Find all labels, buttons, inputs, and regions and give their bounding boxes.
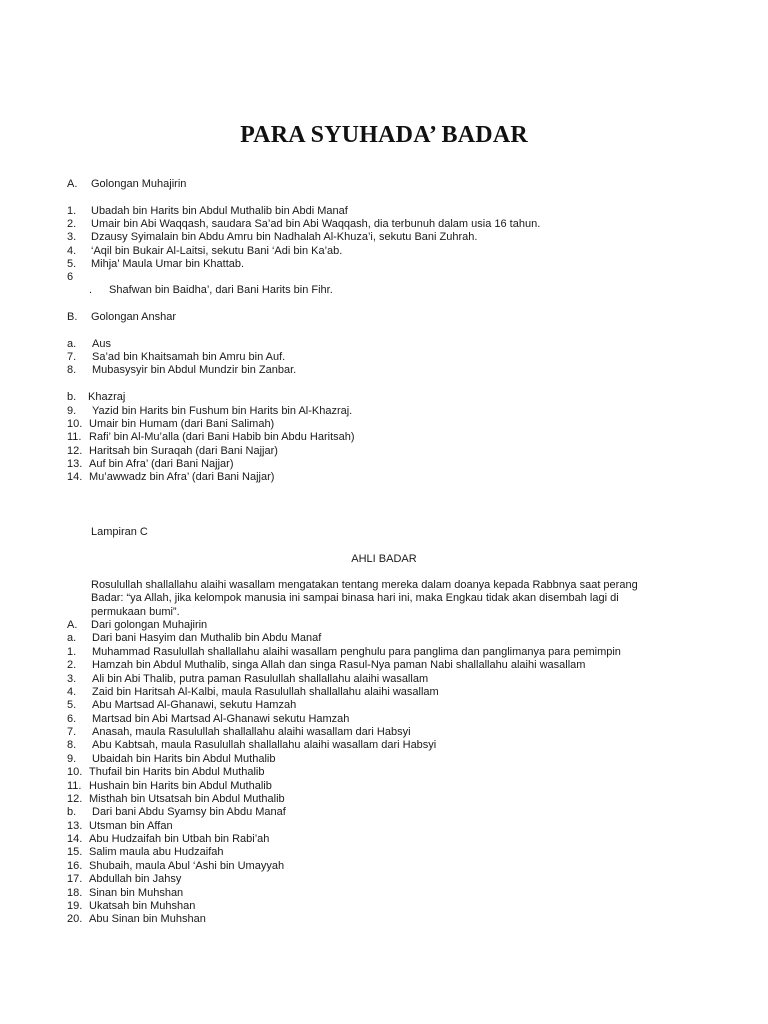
item-text: Umair bin Humam (dari Bani Salimah): [89, 418, 275, 430]
item-number: 13.: [67, 819, 83, 832]
item-text: Dari bani Abdu Syamsy bin Abdu Manaf: [92, 806, 286, 819]
item-number: 11.: [67, 431, 82, 443]
item-number: 20.: [67, 913, 83, 926]
item-text: Sa’ad bin Khaitsamah bin Amru bin Auf.: [92, 351, 286, 363]
item-number: 9.: [67, 752, 77, 765]
item-text: Mihja’ Maula Umar bin Khattab.: [91, 258, 245, 270]
item-number: a.: [67, 632, 77, 645]
item-number: 14.: [67, 833, 83, 846]
item-text: Yazid bin Harits bin Fushum bin Harits bin Al-Khazraj.: [92, 405, 353, 417]
item-text: Abu Kabtsah, maula Rasulullah shallallahu alaihi wasallam dari Habsyi: [92, 739, 437, 752]
item-number: 11.: [67, 779, 82, 792]
item-number: 6.: [67, 712, 77, 725]
item-text: Ubaidah bin Harits bin Abdul Muthalib: [92, 752, 276, 765]
item-text: Umair bin Abi Waqqash, saudara Sa’ad bin Abi Waqqash, dia terbunuh dalam usia 16 tahun.: [91, 218, 541, 230]
item-text: Sinan bin Muhshan: [89, 886, 184, 899]
item-number: 5.: [67, 699, 77, 712]
item-text: Salim maula abu Hudzaifah: [89, 846, 224, 859]
subsection-marker: a.: [67, 338, 77, 350]
page-title: PARA SYUHADA’ BADAR: [240, 122, 528, 148]
subsection-label: Aus: [92, 338, 111, 350]
item-number: 1.: [67, 645, 77, 658]
item-text: Muhammad Rasulullah shallallahu alaihi wasallam penghulu para panglima dan panglimanya para pemimpin: [92, 645, 621, 658]
item-text: Abu Martsad Al-Ghanawi, sekutu Hamzah: [92, 699, 297, 712]
item-text: Shafwan bin Baidha’, dari Bani Harits bin Fihr.: [109, 284, 333, 296]
item-text: Ubadah bin Harits bin Abdul Muthalib bin Abdi Manaf: [91, 205, 348, 217]
item-number: 9.: [67, 405, 77, 417]
item-text: Thufail bin Harits bin Abdul Muthalib: [89, 766, 265, 779]
item-text: Anasah, maula Rasulullah shallallahu alaihi wasallam dari Habsyi: [92, 726, 411, 739]
item-number: 7.: [67, 726, 77, 739]
item-number: 10.: [67, 766, 83, 779]
item-number: 14.: [67, 471, 83, 483]
item-text: Abu Hudzaifah bin Utbah bin Rabi’ah: [89, 833, 270, 846]
item-text: Mubasysyir bin Abdul Mundzir bin Zanbar.: [92, 364, 297, 376]
item-number: 5.: [67, 258, 77, 270]
item-text: ‘Aqil bin Bukair Al-Laitsi, sekutu Bani ‘Adi bin Ka’ab.: [91, 245, 343, 257]
item-number: 19.: [67, 899, 83, 912]
item-number: 3.: [67, 231, 77, 243]
item-text: Zaid bin Haritsah Al-Kalbi, maula Rasulullah shallallahu alaihi wasallam: [92, 685, 439, 698]
item-text: Dari golongan Muhajirin: [91, 619, 208, 631]
section-marker: B.: [67, 311, 78, 323]
item-number: 18.: [67, 886, 83, 899]
section-label: Golongan Anshar: [91, 311, 177, 323]
item-text: Abu Sinan bin Muhshan: [89, 913, 206, 926]
item-text: Ukatsah bin Muhshan: [89, 899, 196, 912]
item-text: Dzausy Syimalain bin Abdu Amru bin Nadhalah Al-Khuza’i, sekutu Bani Zuhrah.: [91, 231, 478, 243]
item-number: .: [89, 284, 93, 296]
item-number: 1.: [67, 205, 77, 217]
ahli-badar-heading: AHLI BADAR: [351, 553, 417, 565]
item-number: A.: [67, 619, 78, 631]
item-number: 8.: [67, 739, 77, 752]
item-number: 6: [67, 271, 74, 283]
item-number: 2.: [67, 659, 77, 672]
subsection-label: Khazraj: [88, 391, 126, 403]
item-text: Haritsah bin Suraqah (dari Bani Najjar): [89, 445, 278, 457]
subsection-marker: b.: [67, 391, 77, 403]
item-text: Dari bani Hasyim dan Muthalib bin Abdu Manaf: [92, 632, 322, 645]
item-text: Rafi’ bin Al-Mu’alla (dari Bani Habib bin Abdu Haritsah): [89, 431, 355, 443]
item-text: Utsman bin Affan: [89, 819, 173, 832]
item-text: Auf bin Afra’ (dari Bani Najjar): [89, 458, 234, 470]
item-number: 12.: [67, 792, 83, 805]
item-number: 2.: [67, 218, 77, 230]
intro-paragraph: Rosulullah shallallahu alaihi wasallam mengatakan tentang mereka dalam doanya kepada Rabbnya saat perang Badar: “ya Allah, jika kelompok manusia ini sampai binasa hari ini, maka Engkau tidak akan disembah lagi di permukaan bumi”.: [91, 579, 638, 618]
section-label: Golongan Muhajirin: [91, 178, 187, 190]
item-number: 16.: [67, 859, 83, 872]
item-text: Hamzah bin Abdul Muthalib, singa Allah dan singa Rasul-Nya paman Nabi shallallahu alaihi wasallam: [92, 659, 586, 672]
item-number: 10.: [67, 418, 83, 430]
item-text: Misthah bin Utsatsah bin Abdul Muthalib: [89, 792, 285, 805]
item-text: Martsad bin Abi Martsad Al-Ghanawi sekutu Hamzah: [92, 712, 350, 725]
item-text: Hushain bin Harits bin Abdul Muthalib: [89, 779, 272, 792]
item-number: 13.: [67, 458, 83, 470]
section-marker: A.: [67, 178, 78, 190]
item-number: b.: [67, 806, 77, 819]
item-text: Mu’awwadz bin Afra’ (dari Bani Najjar): [89, 471, 275, 483]
item-number: 8.: [67, 364, 77, 376]
item-text: Abdullah bin Jahsy: [89, 873, 182, 886]
item-number: 17.: [67, 873, 83, 886]
item-number: 4.: [67, 245, 77, 257]
item-number: 15.: [67, 846, 83, 859]
appendix-label: Lampiran C: [91, 526, 148, 538]
item-text: Shubaih, maula Abul ‘Ashi bin Umayyah: [89, 859, 285, 872]
item-text: Ali bin Abi Thalib, putra paman Rasulullah shallallahu alaihi wasallam: [92, 672, 429, 685]
item-number: 4.: [67, 685, 77, 698]
item-number: 7.: [67, 351, 77, 363]
item-number: 12.: [67, 445, 83, 457]
item-number: 3.: [67, 672, 77, 685]
